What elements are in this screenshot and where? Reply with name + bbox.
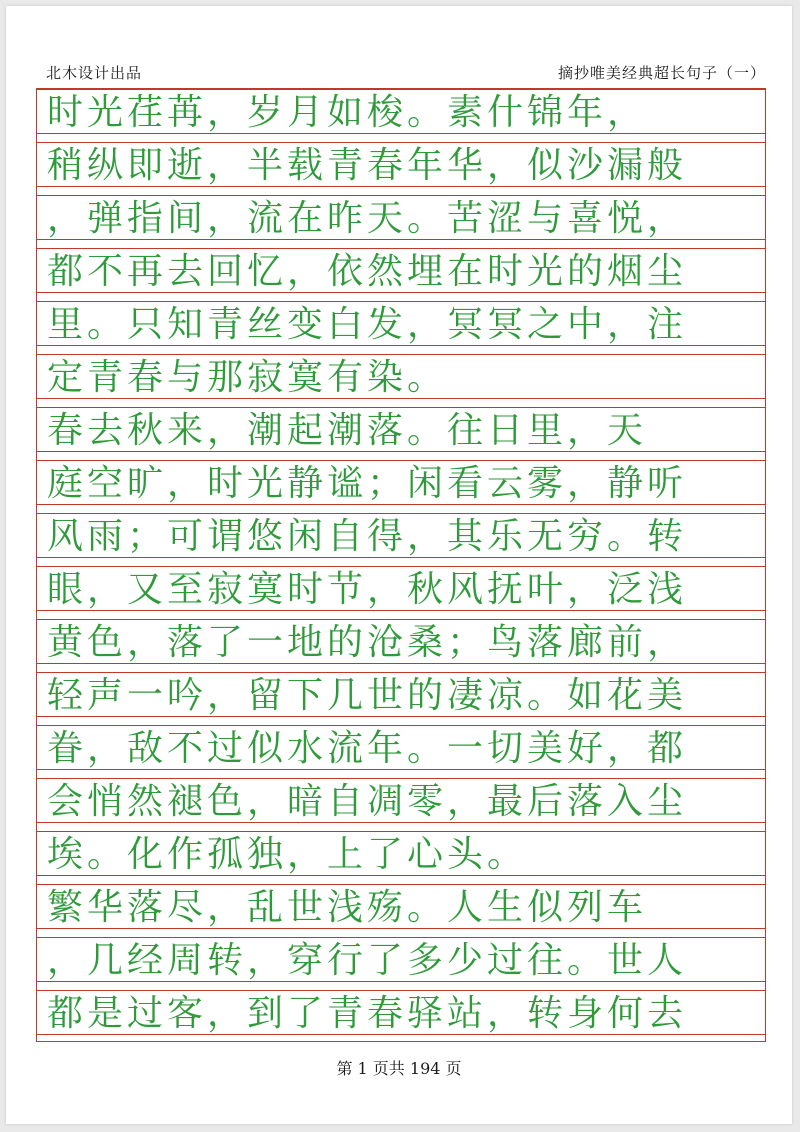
ruled-row <box>37 831 765 876</box>
handwritten-line: 里。只知青丝变白发，冥冥之中，注 <box>47 304 688 345</box>
ruled-row <box>37 672 765 717</box>
ruled-row <box>37 407 765 452</box>
handwritten-line: 庭空旷，时光静谧；闲看云雾，静听 <box>47 463 688 504</box>
handwritten-line: 轻声一吟，留下几世的凄凉。如花美 <box>47 675 688 716</box>
ruled-row <box>37 248 765 293</box>
ruled-row <box>37 884 765 929</box>
document-title-header: 摘抄唯美经典超长句子（一） <box>557 64 766 82</box>
handwritten-line: 时光荏苒，岁月如梭。素什锦年， <box>47 92 648 133</box>
handwritten-line: 稍纵即逝，半载青春年华，似沙漏般 <box>47 145 688 186</box>
ruled-row <box>37 460 765 505</box>
handwritten-line: 眷，敌不过似水流年。一切美好，都 <box>47 728 688 769</box>
paper-page <box>6 6 792 1124</box>
handwritten-line: 风雨；可谓悠闲自得，其乐无穷。转 <box>47 516 688 557</box>
handwritten-line: ，弹指间，流在昨天。苦涩与喜悦， <box>47 198 688 239</box>
handwritten-line: 黄色，落了一地的沧桑；鸟落廊前， <box>47 622 688 663</box>
ruled-row <box>37 513 765 558</box>
handwritten-line: 定青春与那寂寞有染。 <box>47 357 448 398</box>
handwritten-line: 春去秋来，潮起潮落。往日里，天 <box>47 410 648 451</box>
handwritten-line: 繁华落尽，乱世浅殇。人生似列车 <box>47 887 648 928</box>
handwritten-line: 都是过客，到了青春驿站，转身何去 <box>47 993 688 1034</box>
ruled-row <box>37 142 765 187</box>
ruled-row <box>37 195 765 240</box>
ruled-row <box>37 725 765 770</box>
publisher-header: 北木设计出品 <box>46 64 143 82</box>
ruled-row <box>37 566 765 611</box>
handwritten-line: 都不再去回忆，依然埋在时光的烟尘 <box>47 251 688 292</box>
handwritten-line: 会悄然褪色，暗自凋零，最后落入尘 <box>47 781 688 822</box>
ruled-row <box>37 89 765 134</box>
handwritten-line: 埃。化作孤独，上了心头。 <box>47 834 528 875</box>
ruled-row <box>37 990 765 1035</box>
ruled-row <box>37 354 765 399</box>
ruled-row <box>37 778 765 823</box>
page-number-footer: 第 1 页共 194 页 <box>336 1059 462 1078</box>
ruled-row <box>37 301 765 346</box>
ruled-row <box>37 937 765 982</box>
handwritten-line: ，几经周转，穿行了多少过往。世人 <box>47 940 688 981</box>
ruled-writing-grid <box>36 88 766 1042</box>
handwritten-line: 眼，又至寂寞时节，秋风抚叶，泛浅 <box>47 569 688 610</box>
ruled-row <box>37 619 765 664</box>
